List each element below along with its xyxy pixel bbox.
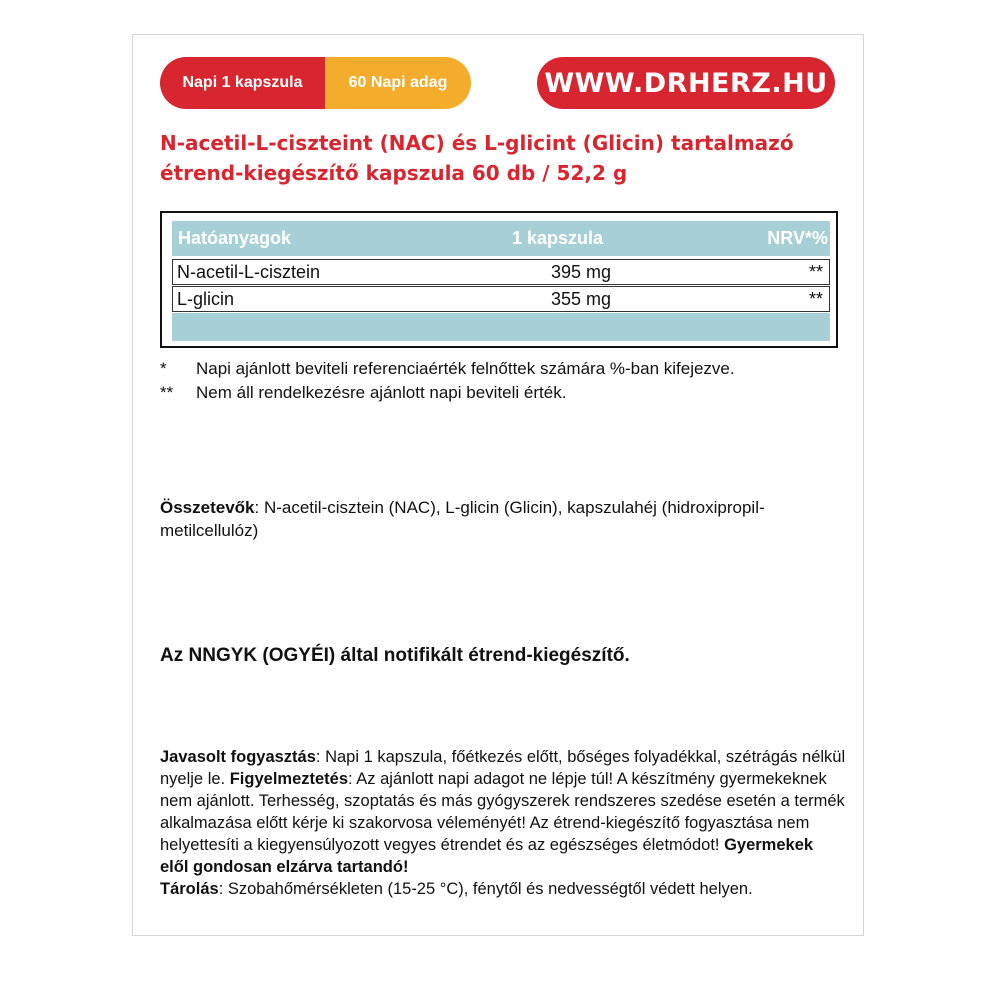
ingredient-nrv: ** bbox=[808, 289, 823, 309]
ingredients-label: Összetevők bbox=[160, 498, 255, 517]
ingredient-name: N-acetil-L-cisztein bbox=[177, 262, 321, 282]
website-badge: WWW.DRHERZ.HU bbox=[537, 57, 835, 109]
footnote-mark: ** bbox=[160, 383, 174, 402]
warning-text: : Az ajánlott napi adagot ne lépje túl! A készítmény gyermekeknek nem ajánlott. Terhesség, szoptatás és más gyógyszerek rendszeres szedése esetén a termék alkalmazása előtt kérje ki szakorvosa véleményét! Az étrend-kiegészítő fogyasztása nem helyettesíti a kiegyensúlyozott vegyes étrendet és az egészséges életmódot! bbox=[160, 770, 845, 854]
ingredient-nrv: ** bbox=[808, 262, 823, 282]
notification-notice: Az NNGYK (OGYÉI) által notifikált étrend-kiegészítő. bbox=[160, 645, 630, 666]
ingredients-section bbox=[160, 496, 800, 542]
table-row bbox=[172, 259, 830, 285]
ingredient-name: L-glicin bbox=[177, 289, 235, 309]
daily-dose-badge: Napi 1 kapszula bbox=[160, 57, 325, 109]
ingredient-amount: 355 mg bbox=[551, 289, 612, 309]
nutrition-table bbox=[160, 211, 838, 348]
usage-label: Javasolt fogyasztás bbox=[160, 748, 316, 766]
footnote-1 bbox=[160, 359, 735, 379]
table-header bbox=[172, 221, 830, 256]
dosage-badge bbox=[160, 57, 471, 109]
footnote-2 bbox=[160, 383, 566, 403]
servings-badge: 60 Napi adag bbox=[325, 57, 471, 109]
table-footer bbox=[172, 313, 830, 341]
header-nrv: NRV*% bbox=[767, 228, 828, 248]
title-line-1: N-acetil-L-ciszteint (NAC) és L-glicint (Glicin) tartalmazó bbox=[160, 131, 794, 155]
product-title bbox=[160, 128, 850, 188]
table-row bbox=[172, 286, 830, 312]
storage-text: : Szobahőmérsékleten (15-25 °C), fénytől és nedvességtől védett helyen. bbox=[218, 880, 753, 898]
footnote-text: Nem áll rendelkezésre ajánlott napi beviteli érték. bbox=[196, 383, 567, 402]
child-warning: Gyermekek elől gondosan elzárva tartandó! bbox=[160, 836, 814, 876]
header-active-ingredients: Hatóanyagok bbox=[178, 228, 292, 248]
warning-label: Figyelmeztetés bbox=[229, 770, 349, 788]
storage-label: Tárolás bbox=[160, 880, 219, 898]
footnote-mark: * bbox=[160, 359, 167, 378]
footnote-text: Napi ajánlott beviteli referenciaérték felnőttek számára %-ban kifejezve. bbox=[196, 359, 735, 378]
title-line-2: étrend-kiegészítő kapszula 60 db / 52,2 g bbox=[160, 161, 628, 185]
header-per-capsule: 1 kapszula bbox=[512, 228, 604, 248]
usage-text: : Napi 1 kapszula, főétkezés előtt, bőséges folyadékkal, szétrágás nélkül nyelje le. bbox=[160, 748, 846, 788]
ingredient-amount: 395 mg bbox=[551, 262, 612, 282]
usage-section bbox=[160, 746, 846, 900]
ingredients-text: : N-acetil-cisztein (NAC), L-glicin (Glicin), kapszulahéj (hidroxipropil-metilcellulóz) bbox=[160, 498, 765, 540]
